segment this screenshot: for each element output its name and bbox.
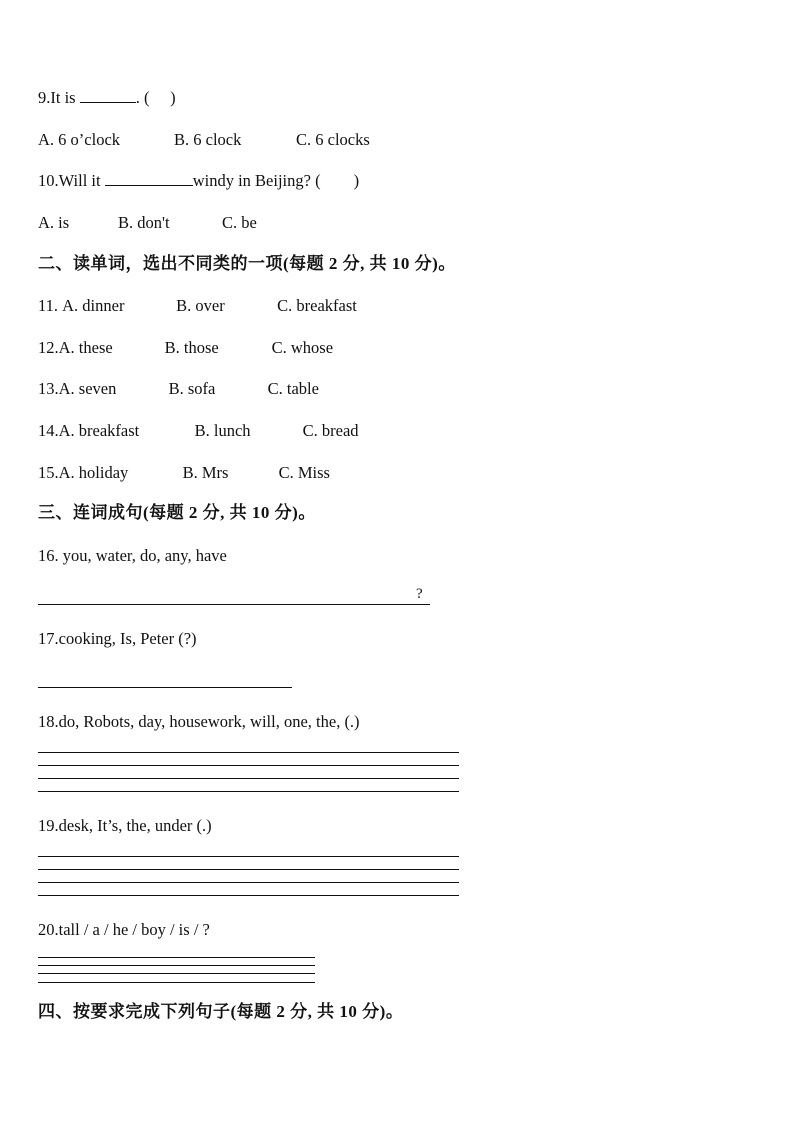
question-10 [38, 171, 359, 191]
option-b[interactable]: B. sofa [168, 379, 216, 398]
question-number: 15. [38, 463, 59, 482]
answer-blank[interactable] [105, 171, 193, 186]
answer-line[interactable] [38, 687, 292, 688]
section-4-heading: 四、按要求完成下列句子(每题 2 分, 共 10 分)。 [38, 1002, 404, 1021]
option-a[interactable]: A. these [58, 338, 113, 357]
writing-line[interactable] [38, 765, 459, 766]
word-list: desk, It’s, the, under (.) [58, 816, 212, 835]
question-number: 11. [38, 296, 63, 315]
option-b[interactable]: B. over [176, 296, 225, 315]
section-3-heading: 三、连词成句(每题 2 分, 共 10 分)。 [38, 503, 316, 522]
question-stem-end: windy in Beijing? ( ) [192, 171, 360, 190]
question-11 [38, 296, 357, 316]
question-14 [38, 421, 359, 441]
writing-line[interactable] [38, 882, 459, 883]
question-15 [38, 463, 330, 483]
option-c[interactable]: C. Miss [278, 463, 330, 482]
question-number: 13. [38, 379, 59, 398]
option-c[interactable]: C. 6 clocks [296, 130, 370, 149]
word-list: cooking, Is, Peter (?) [58, 629, 197, 648]
option-b[interactable]: B. Mrs [182, 463, 229, 482]
option-b[interactable]: B. lunch [194, 421, 251, 440]
question-number: 17. [38, 629, 59, 648]
option-c[interactable]: C. table [267, 379, 319, 398]
question-number: 19. [38, 816, 59, 835]
question-number: 20. [38, 920, 59, 939]
question-20 [38, 920, 210, 940]
question-10-options [38, 213, 257, 233]
section-2-heading: 二、读单词，选出不同类的一项(每题 2 分, 共 10 分)。 [38, 254, 456, 273]
option-b[interactable]: B. don't [118, 213, 170, 232]
option-a[interactable]: A. is [38, 213, 70, 232]
writing-line[interactable] [38, 957, 315, 958]
question-19 [38, 816, 212, 836]
question-stem: Will it [58, 171, 105, 190]
writing-line[interactable] [38, 973, 315, 974]
writing-line[interactable] [38, 965, 315, 966]
writing-line[interactable] [38, 791, 459, 792]
option-a[interactable]: A. seven [58, 379, 117, 398]
writing-line[interactable] [38, 869, 459, 870]
word-list: you, water, do, any, have [62, 546, 227, 565]
question-number: 16. [38, 546, 63, 565]
question-9-options [38, 130, 370, 150]
writing-line[interactable] [38, 778, 459, 779]
option-a[interactable]: A. 6 o’clock [38, 130, 121, 149]
question-number: 10. [38, 171, 59, 190]
option-c[interactable]: C. bread [302, 421, 359, 440]
writing-line[interactable] [38, 895, 459, 896]
question-number: 18. [38, 712, 59, 731]
writing-line[interactable] [38, 752, 459, 753]
word-list: do, Robots, day, housework, will, one, the, (.) [58, 712, 360, 731]
option-a[interactable]: A. dinner [62, 296, 125, 315]
option-b[interactable]: B. 6 clock [174, 130, 242, 149]
question-16 [38, 546, 227, 566]
question-number: 14. [38, 421, 59, 440]
option-a[interactable]: A. holiday [58, 463, 129, 482]
question-17 [38, 629, 197, 649]
option-c[interactable]: C. breakfast [277, 296, 357, 315]
question-stem: It is [50, 88, 80, 107]
answer-blank[interactable] [80, 88, 136, 103]
question-stem-end: . ( ) [135, 88, 176, 107]
option-c[interactable]: C. whose [271, 338, 334, 357]
writing-line[interactable] [38, 856, 459, 857]
option-a[interactable]: A. breakfast [58, 421, 140, 440]
question-13 [38, 379, 319, 399]
word-list: tall / a / he / boy / is / ? [58, 920, 210, 939]
option-c[interactable]: C. be [222, 213, 257, 232]
question-number: 9. [38, 88, 51, 107]
question-number: 12. [38, 338, 59, 357]
question-18 [38, 712, 360, 732]
option-b[interactable]: B. those [164, 338, 219, 357]
question-9 [38, 88, 176, 108]
question-12 [38, 338, 333, 358]
writing-line[interactable] [38, 982, 315, 983]
end-question-mark: ? [416, 586, 423, 602]
answer-line[interactable] [38, 604, 430, 605]
